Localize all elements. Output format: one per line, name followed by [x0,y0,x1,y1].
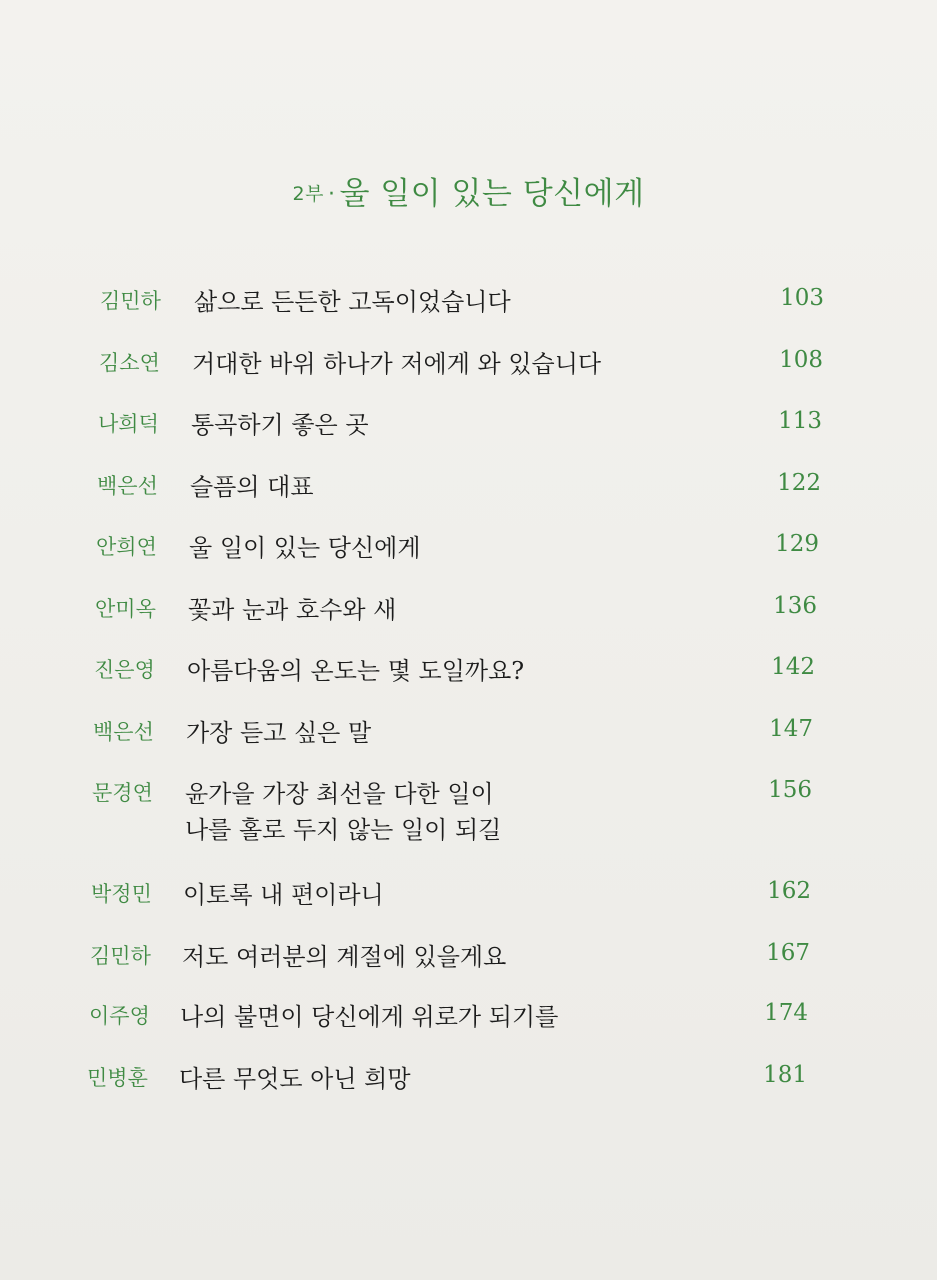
entry-page-number: 167 [766,940,810,966]
entry-title: 가장 듣고 싶은 말 [186,719,372,747]
entry-title-line-2: 나를 홀로 두지 않는 일이 되길 [185,816,502,844]
entry-page-number: 103 [780,285,824,311]
entry-title: 다른 무엇도 아닌 희망 [179,1065,411,1093]
entry-title: 꽃과 눈과 호수와 새 [188,596,397,624]
part-number: 2부 [292,183,324,205]
entry-author: 나희덕 [98,412,159,436]
entry-title: 울 일이 있는 당신에게 [189,534,421,562]
entry-author: 진은영 [94,658,155,682]
entry-author: 박정민 [91,882,152,906]
heading-separator: · [327,182,336,207]
entry-page-number: 174 [764,1000,808,1026]
entry-author: 이주영 [89,1004,150,1028]
entry-page-number: 108 [779,347,823,373]
entry-page-number: 147 [769,716,813,742]
toc-entry [100,285,830,345]
entry-title: 슬픔의 대표 [190,473,314,501]
entry-page-number: 181 [763,1062,807,1088]
entry-page-number: 142 [771,654,815,680]
toc-entry [96,531,826,591]
toc-entry [89,1000,819,1060]
entry-page-number: 129 [775,531,819,557]
entry-title: 삶으로 든든한 고독이었습니다 [194,288,511,316]
entry-author: 안희연 [96,535,157,559]
entry-page-number: 122 [777,470,821,496]
toc-entry [87,1062,817,1122]
entry-page-number: 156 [768,777,812,803]
entry-page-number: 113 [778,408,822,434]
entry-author: 백은선 [93,720,154,744]
entry-page-number: 136 [773,593,817,619]
entry-page-number: 162 [767,878,811,904]
entry-title: 거대한 바위 하나가 저에게 와 있습니다 [192,350,602,378]
entry-title: 저도 여러분의 계절에 있을게요 [182,943,507,971]
entry-title: 나의 불면이 당신에게 위로가 되기를 [180,1003,559,1031]
entry-title: 이토록 내 편이라니 [183,881,384,909]
entry-author: 김민하 [90,944,151,968]
entry-title: 통곡하기 좋은 곳 [191,411,369,439]
entry-title: 아름다움의 온도는 몇 도일까요? [187,657,525,685]
entry-author: 안미옥 [95,597,156,621]
entry-author: 김민하 [100,289,161,313]
toc-entry [95,593,825,653]
toc-entry [97,470,827,530]
entry-title-line-1: 윤가을 가장 최선을 다한 일이 [185,780,494,808]
toc-entry [99,347,829,407]
toc-entry [90,940,820,1000]
toc-entry [92,777,822,877]
entry-author: 민병훈 [87,1066,148,1090]
entry-author: 김소연 [99,351,160,375]
entry-author: 백은선 [97,474,158,498]
toc-entry [91,878,821,938]
toc-entry [93,716,823,776]
toc-entry [94,654,824,714]
entry-author: 문경연 [92,781,153,805]
section-title: 울 일이 있는 당신에게 [339,176,645,212]
toc-entry [98,408,828,468]
